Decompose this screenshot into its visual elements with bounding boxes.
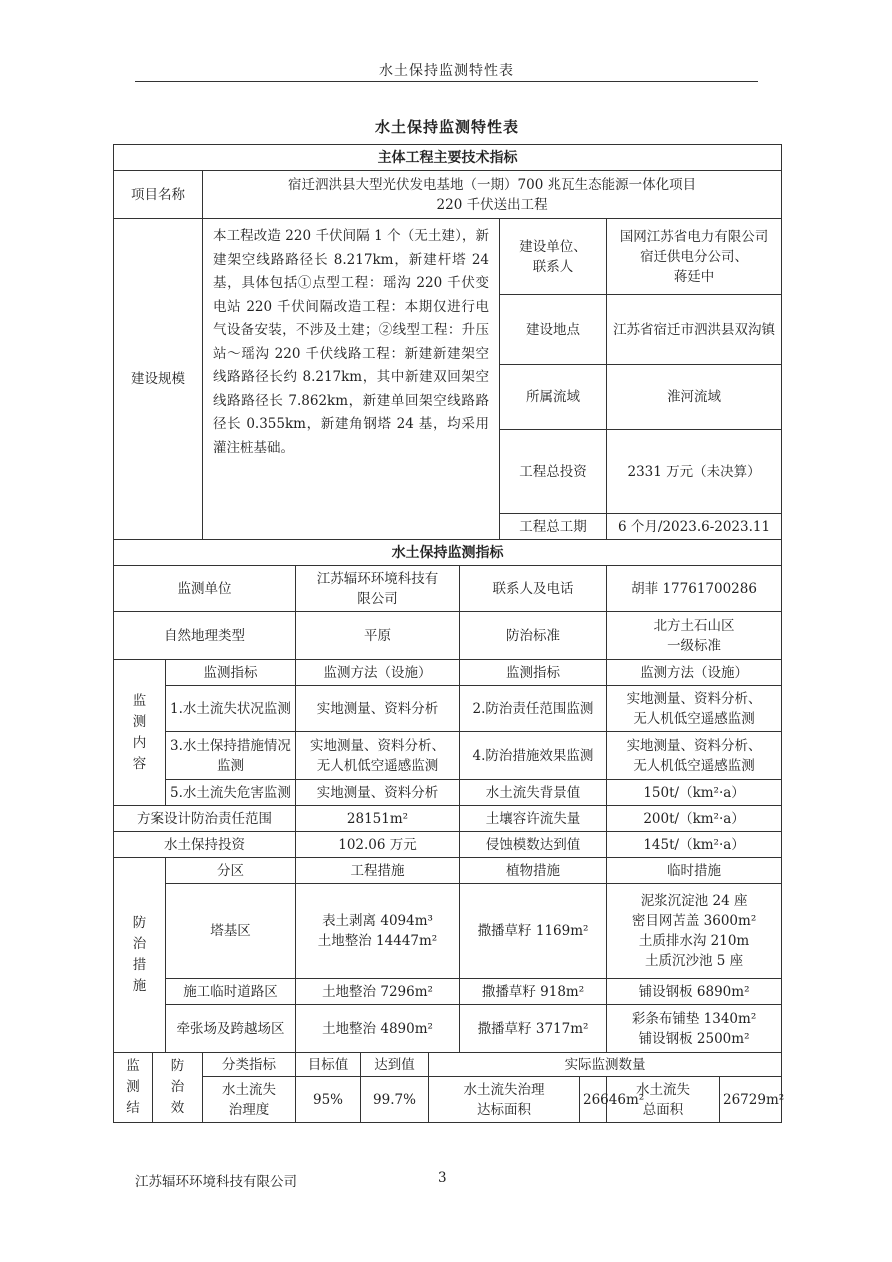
background-value: 150t/（km²·a）	[607, 780, 782, 806]
result-target: 95%	[296, 1077, 361, 1123]
swc-investment-label: 水土保持投资	[114, 832, 296, 858]
col-indicator-2: 监测指标	[460, 660, 607, 686]
engineering-measure: 土地整治 4890m²	[296, 1005, 460, 1053]
plant-measure: 撒播草籽 1169m²	[460, 884, 607, 979]
monitor-indicator: 1.水土流失状况监测	[166, 686, 296, 732]
project-name-value: 宿迁泗洪县大型光伏发电基地（一期）700 兆瓦生态能源一体化项目 220 千伏送出工程	[203, 171, 782, 219]
duration-label: 工程总工期	[500, 514, 607, 540]
basin-value: 淮河流域	[607, 365, 782, 430]
total-area-label: 水土流失 总面积	[607, 1077, 720, 1123]
monitor-indicator: 5.水土流失危害监测	[166, 780, 296, 806]
monitor-method: 实地测量、资料分析、 无人机低空遥感监测	[607, 686, 782, 732]
section-monitoring: 水土保持监测指标	[114, 540, 782, 566]
document-title: 水土保持监测特性表	[374, 118, 519, 136]
geo-type-label: 自然地理类型	[114, 612, 296, 660]
treated-area-label: 水土流失治理 达标面积	[429, 1077, 580, 1123]
monitor-indicator: 3.水土保持措施情况 监测	[166, 732, 296, 780]
temporary-measure: 彩条布铺垫 1340m² 铺设钢板 2500m²	[607, 1005, 782, 1053]
location-label: 建设地点	[500, 295, 607, 365]
temporary-measure: 铺设钢板 6890m²	[607, 979, 782, 1005]
allowable-loss-label: 土壤容许流失量	[460, 806, 607, 832]
plant-measure: 撒播草籽 918m²	[460, 979, 607, 1005]
location-value: 江苏省宿迁市泗洪县双沟镇	[607, 295, 782, 365]
col-method-1: 监测方法（设施）	[296, 660, 460, 686]
scale-label: 建设规模	[114, 219, 203, 540]
measures-label: 防 治 措 施	[114, 858, 166, 1053]
col-plant: 植物措施	[460, 858, 607, 884]
project-name-label: 项目名称	[114, 171, 203, 219]
basin-label: 所属流域	[500, 365, 607, 430]
investment-value: 2331 万元（未决算）	[607, 430, 782, 514]
zone-name: 施工临时道路区	[166, 979, 296, 1005]
results-label: 监 测 结	[114, 1053, 153, 1123]
monitor-indicator: 2.防治责任范围监测	[460, 686, 607, 732]
duration-value: 6 个月/2023.6-2023.11	[607, 514, 782, 540]
monitor-content-label: 监 测 内 容	[114, 660, 166, 806]
col-target: 目标值	[296, 1053, 361, 1077]
standard-label: 防治标准	[460, 612, 607, 660]
contact-label: 联系人及电话	[460, 566, 607, 612]
col-actual-quantity: 实际监测数量	[429, 1053, 782, 1077]
investment-label: 工程总投资	[500, 430, 607, 514]
contact-value: 胡菲 17761700286	[607, 566, 782, 612]
result-indicator: 水土流失 治理度	[203, 1077, 296, 1123]
treated-area-value: 26646m²	[580, 1077, 607, 1123]
geo-type-value: 平原	[296, 612, 460, 660]
standard-value: 北方土石山区 一级标准	[607, 612, 782, 660]
col-engineering: 工程措施	[296, 858, 460, 884]
running-header: 水土保持监测特性表	[379, 63, 514, 79]
zone-name: 塔基区	[166, 884, 296, 979]
swc-investment-value: 102.06 万元	[296, 832, 460, 858]
engineering-measure: 土地整治 7296m²	[296, 979, 460, 1005]
scope-value: 28151m²	[296, 806, 460, 832]
result-achieved: 99.7%	[361, 1077, 429, 1123]
allowable-loss-value: 200t/（km²·a）	[607, 806, 782, 832]
zone-name: 牵张场及跨越场区	[166, 1005, 296, 1053]
col-achieved: 达到值	[361, 1053, 429, 1077]
header-divider	[135, 81, 758, 82]
monitor-method: 实地测量、资料分析	[296, 780, 460, 806]
col-temporary: 临时措施	[607, 858, 782, 884]
col-method-2: 监测方法（设施）	[607, 660, 782, 686]
total-area-value: 26729m²	[720, 1077, 782, 1123]
monitor-unit-label: 监测单位	[114, 566, 296, 612]
col-zone: 分区	[166, 858, 296, 884]
monitor-method: 实地测量、资料分析、 无人机低空遥感监测	[296, 732, 460, 780]
builder-value: 国网江苏省电力有限公司 宿迁供电分公司、 蒋廷中	[607, 219, 782, 295]
plant-measure: 撒播草籽 3717m²	[460, 1005, 607, 1053]
scope-label: 方案设计防治责任范围	[114, 806, 296, 832]
monitor-method: 实地测量、资料分析	[296, 686, 460, 732]
col-indicator-1: 监测指标	[166, 660, 296, 686]
effect-label: 防 治 效	[153, 1053, 203, 1123]
engineering-measure: 表土剥离 4094m³ 土地整治 14447m²	[296, 884, 460, 979]
section-main-tech: 主体工程主要技术指标	[114, 145, 782, 171]
monitoring-characteristics-table	[113, 144, 785, 1123]
erosion-modulus-value: 145t/（km²·a）	[607, 832, 782, 858]
monitor-unit-value: 江苏辐环环境科技有 限公司	[296, 566, 460, 612]
footer-company: 江苏辐环环境科技有限公司	[135, 1174, 297, 1190]
monitor-indicator: 4.防治措施效果监测	[460, 732, 607, 780]
col-category-indicator: 分类指标	[203, 1053, 296, 1077]
page-number: 3	[438, 1170, 447, 1186]
builder-label: 建设单位、 联系人	[500, 219, 607, 295]
background-value-label: 水土流失背景值	[460, 780, 607, 806]
erosion-modulus-label: 侵蚀模数达到值	[460, 832, 607, 858]
monitor-method: 实地测量、资料分析、 无人机低空遥感监测	[607, 732, 782, 780]
temporary-measure: 泥浆沉淀池 24 座 密目网苫盖 3600m² 土质排水沟 210m 土质沉沙池 5 座	[607, 884, 782, 979]
scale-description: 本工程改造 220 千伏间隔 1 个（无土建），新建架空线路路径长 8.217km，新建杆塔 24 基，具体包括①点型工程：瑶沟 220 千伏变电站 220 千伏间隔改造工程：本期仅进行电气设备安装，不涉及土建；②线型工程：升压站～瑶沟 220 千伏线路工程：新建新建架空线路路径长约 8.217km，其中新建双回架空线路路径长 7.862km，新建单回架空线路路径长 0.355km，新建角钢塔 24 基，均采用灌注桩基础。	[203, 219, 500, 540]
